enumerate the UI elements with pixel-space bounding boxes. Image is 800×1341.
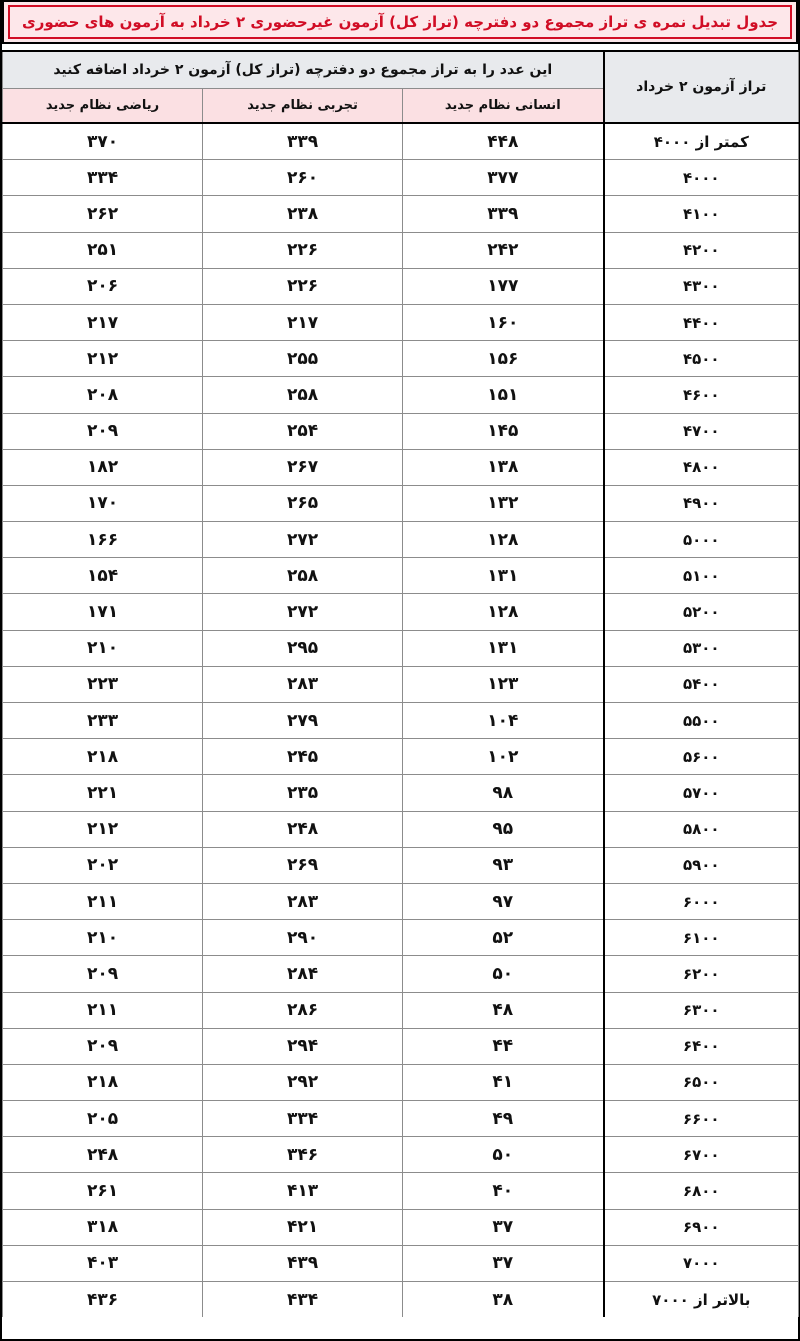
cell-exam-score: ۵۸۰۰ <box>604 811 799 847</box>
cell-exam-score: بالاتر از ۷۰۰۰ <box>604 1282 799 1318</box>
table-row <box>3 1101 799 1137</box>
cell-exam-score: ۶۶۰۰ <box>604 1101 799 1137</box>
header-exam-score: تراز آزمون ۲ خرداد <box>604 51 799 123</box>
cell-ensani: ۴۹ <box>403 1101 604 1137</box>
cell-tajrobi: ۲۶۵ <box>203 485 403 521</box>
cell-ensani: ۴۰ <box>403 1173 604 1209</box>
header-tajrobi: تجربی نظام جدید <box>203 89 403 124</box>
cell-exam-score: ۵۶۰۰ <box>604 739 799 775</box>
cell-exam-score: ۶۳۰۰ <box>604 992 799 1028</box>
cell-riazi: ۲۶۱ <box>3 1173 203 1209</box>
table-row <box>3 703 799 739</box>
cell-exam-score: ۵۷۰۰ <box>604 775 799 811</box>
cell-tajrobi: ۲۶۹ <box>203 847 403 883</box>
cell-riazi: ۲۰۶ <box>3 268 203 304</box>
cell-riazi: ۱۶۶ <box>3 522 203 558</box>
cell-tajrobi: ۲۸۶ <box>203 992 403 1028</box>
cell-tajrobi: ۴۱۳ <box>203 1173 403 1209</box>
cell-tajrobi: ۲۴۵ <box>203 739 403 775</box>
cell-tajrobi: ۲۷۲ <box>203 594 403 630</box>
table-row <box>3 739 799 775</box>
table-row <box>3 1282 799 1318</box>
cell-exam-score: کمتر از ۴۰۰۰ <box>604 123 799 160</box>
cell-ensani: ۱۴۵ <box>403 413 604 449</box>
cell-riazi: ۱۸۲ <box>3 449 203 485</box>
table-row <box>3 1064 799 1100</box>
cell-riazi: ۴۳۶ <box>3 1282 203 1318</box>
cell-tajrobi: ۴۳۴ <box>203 1282 403 1318</box>
table-row <box>3 341 799 377</box>
cell-exam-score: ۴۳۰۰ <box>604 268 799 304</box>
table-row <box>3 304 799 340</box>
table-row <box>3 160 799 196</box>
table-row <box>3 666 799 702</box>
table-row <box>3 485 799 521</box>
cell-ensani: ۱۲۳ <box>403 666 604 702</box>
cell-exam-score: ۶۲۰۰ <box>604 956 799 992</box>
cell-ensani: ۹۵ <box>403 811 604 847</box>
cell-exam-score: ۴۷۰۰ <box>604 413 799 449</box>
cell-ensani: ۱۳۱ <box>403 630 604 666</box>
cell-ensani: ۱۰۲ <box>403 739 604 775</box>
cell-tajrobi: ۲۵۵ <box>203 341 403 377</box>
cell-exam-score: ۵۲۰۰ <box>604 594 799 630</box>
cell-tajrobi: ۲۲۶ <box>203 232 403 268</box>
cell-ensani: ۱۳۸ <box>403 449 604 485</box>
cell-exam-score: ۵۱۰۰ <box>604 558 799 594</box>
cell-exam-score: ۵۵۰۰ <box>604 703 799 739</box>
cell-exam-score: ۶۵۰۰ <box>604 1064 799 1100</box>
table-row <box>3 1245 799 1281</box>
cell-riazi: ۲۱۸ <box>3 1064 203 1100</box>
cell-ensani: ۳۳۹ <box>403 196 604 232</box>
table-row <box>3 377 799 413</box>
cell-tajrobi: ۲۳۵ <box>203 775 403 811</box>
cell-tajrobi: ۲۴۸ <box>203 811 403 847</box>
table-row <box>3 775 799 811</box>
cell-riazi: ۳۷۰ <box>3 123 203 160</box>
cell-tajrobi: ۲۵۴ <box>203 413 403 449</box>
cell-exam-score: ۴۴۰۰ <box>604 304 799 340</box>
cell-tajrobi: ۲۹۲ <box>203 1064 403 1100</box>
cell-riazi: ۲۵۱ <box>3 232 203 268</box>
cell-exam-score: ۷۰۰۰ <box>604 1245 799 1281</box>
cell-ensani: ۴۴ <box>403 1028 604 1064</box>
cell-tajrobi: ۲۸۴ <box>203 956 403 992</box>
cell-tajrobi: ۲۹۴ <box>203 1028 403 1064</box>
cell-ensani: ۴۴۸ <box>403 123 604 160</box>
cell-exam-score: ۶۸۰۰ <box>604 1173 799 1209</box>
table-row <box>3 413 799 449</box>
cell-tajrobi: ۴۳۹ <box>203 1245 403 1281</box>
cell-ensani: ۹۳ <box>403 847 604 883</box>
cell-riazi: ۳۳۴ <box>3 160 203 196</box>
cell-riazi: ۲۰۹ <box>3 1028 203 1064</box>
table-row <box>3 196 799 232</box>
header-ensani: انسانی نظام جدید <box>403 89 604 124</box>
cell-riazi: ۲۰۹ <box>3 413 203 449</box>
table-body <box>3 123 799 1317</box>
cell-ensani: ۴۸ <box>403 992 604 1028</box>
table-row <box>3 1209 799 1245</box>
cell-exam-score: ۴۹۰۰ <box>604 485 799 521</box>
header-add-instruction: این عدد را به تراز مجموع دو دفترچه (تراز کل) آزمون ۲ خرداد اضافه کنید <box>3 51 604 89</box>
cell-riazi: ۲۰۲ <box>3 847 203 883</box>
cell-exam-score: ۴۶۰۰ <box>604 377 799 413</box>
cell-ensani: ۱۰۴ <box>403 703 604 739</box>
cell-ensani: ۲۴۲ <box>403 232 604 268</box>
cell-exam-score: ۶۱۰۰ <box>604 920 799 956</box>
cell-exam-score: ۵۹۰۰ <box>604 847 799 883</box>
cell-riazi: ۲۲۱ <box>3 775 203 811</box>
cell-tajrobi: ۲۷۲ <box>203 522 403 558</box>
cell-tajrobi: ۲۹۵ <box>203 630 403 666</box>
table-row <box>3 920 799 956</box>
cell-ensani: ۵۰ <box>403 1137 604 1173</box>
table-row <box>3 956 799 992</box>
cell-riazi: ۴۰۳ <box>3 1245 203 1281</box>
cell-exam-score: ۶۰۰۰ <box>604 883 799 919</box>
table-row <box>3 630 799 666</box>
table-row <box>3 232 799 268</box>
cell-riazi: ۲۱۲ <box>3 341 203 377</box>
cell-exam-score: ۴۱۰۰ <box>604 196 799 232</box>
cell-exam-score: ۴۵۰۰ <box>604 341 799 377</box>
cell-riazi: ۲۴۸ <box>3 1137 203 1173</box>
cell-tajrobi: ۲۲۶ <box>203 268 403 304</box>
cell-ensani: ۱۶۰ <box>403 304 604 340</box>
table-row <box>3 522 799 558</box>
page-title: جدول تبدیل نمره ی تراز مجموع دو دفترچه (تراز کل) آزمون غیرحضوری ۲ خرداد به آزمون های حضوری <box>8 5 792 39</box>
cell-tajrobi: ۳۴۶ <box>203 1137 403 1173</box>
table-row <box>3 594 799 630</box>
cell-ensani: ۱۳۱ <box>403 558 604 594</box>
cell-ensani: ۳۸ <box>403 1282 604 1318</box>
cell-exam-score: ۴۲۰۰ <box>604 232 799 268</box>
cell-riazi: ۲۰۹ <box>3 956 203 992</box>
cell-exam-score: ۵۰۰۰ <box>604 522 799 558</box>
conversion-table <box>2 50 799 1317</box>
cell-tajrobi: ۲۸۳ <box>203 666 403 702</box>
cell-tajrobi: ۳۳۹ <box>203 123 403 160</box>
cell-tajrobi: ۲۹۰ <box>203 920 403 956</box>
cell-riazi: ۱۷۱ <box>3 594 203 630</box>
cell-ensani: ۱۳۲ <box>403 485 604 521</box>
cell-ensani: ۱۵۶ <box>403 341 604 377</box>
cell-tajrobi: ۲۷۹ <box>203 703 403 739</box>
cell-tajrobi: ۴۲۱ <box>203 1209 403 1245</box>
cell-ensani: ۳۷ <box>403 1245 604 1281</box>
title-bar <box>2 0 798 44</box>
cell-riazi: ۲۱۰ <box>3 920 203 956</box>
cell-exam-score: ۶۴۰۰ <box>604 1028 799 1064</box>
table-row <box>3 811 799 847</box>
cell-exam-score: ۶۹۰۰ <box>604 1209 799 1245</box>
cell-ensani: ۹۷ <box>403 883 604 919</box>
table-row <box>3 1173 799 1209</box>
cell-riazi: ۲۱۰ <box>3 630 203 666</box>
cell-riazi: ۲۱۷ <box>3 304 203 340</box>
table-row <box>3 558 799 594</box>
cell-ensani: ۱۲۸ <box>403 594 604 630</box>
cell-ensani: ۱۷۷ <box>403 268 604 304</box>
cell-exam-score: ۴۰۰۰ <box>604 160 799 196</box>
cell-tajrobi: ۲۳۸ <box>203 196 403 232</box>
cell-riazi: ۲۰۵ <box>3 1101 203 1137</box>
cell-tajrobi: ۲۱۷ <box>203 304 403 340</box>
cell-ensani: ۳۷ <box>403 1209 604 1245</box>
cell-exam-score: ۴۸۰۰ <box>604 449 799 485</box>
cell-exam-score: ۶۷۰۰ <box>604 1137 799 1173</box>
table-row <box>3 123 799 160</box>
header-riazi: ریاضی نظام جدید <box>3 89 203 124</box>
cell-riazi: ۱۷۰ <box>3 485 203 521</box>
cell-tajrobi: ۲۵۸ <box>203 377 403 413</box>
cell-tajrobi: ۲۵۸ <box>203 558 403 594</box>
cell-ensani: ۵۲ <box>403 920 604 956</box>
cell-riazi: ۲۰۸ <box>3 377 203 413</box>
cell-tajrobi: ۲۶۷ <box>203 449 403 485</box>
cell-tajrobi: ۲۸۳ <box>203 883 403 919</box>
cell-riazi: ۳۱۸ <box>3 1209 203 1245</box>
cell-riazi: ۲۲۳ <box>3 666 203 702</box>
cell-exam-score: ۵۳۰۰ <box>604 630 799 666</box>
table-row <box>3 883 799 919</box>
cell-riazi: ۲۱۲ <box>3 811 203 847</box>
cell-tajrobi: ۲۶۰ <box>203 160 403 196</box>
cell-riazi: ۲۱۱ <box>3 992 203 1028</box>
cell-riazi: ۲۱۸ <box>3 739 203 775</box>
table-row <box>3 268 799 304</box>
cell-riazi: ۲۶۲ <box>3 196 203 232</box>
cell-ensani: ۱۵۱ <box>403 377 604 413</box>
cell-ensani: ۳۷۷ <box>403 160 604 196</box>
cell-exam-score: ۵۴۰۰ <box>604 666 799 702</box>
cell-ensani: ۱۲۸ <box>403 522 604 558</box>
cell-riazi: ۲۳۳ <box>3 703 203 739</box>
cell-ensani: ۹۸ <box>403 775 604 811</box>
cell-ensani: ۵۰ <box>403 956 604 992</box>
cell-riazi: ۱۵۴ <box>3 558 203 594</box>
cell-riazi: ۲۱۱ <box>3 883 203 919</box>
table-row <box>3 449 799 485</box>
table-row <box>3 1137 799 1173</box>
cell-tajrobi: ۳۳۴ <box>203 1101 403 1137</box>
cell-ensani: ۴۱ <box>403 1064 604 1100</box>
table-row <box>3 992 799 1028</box>
table-row <box>3 847 799 883</box>
table-row <box>3 1028 799 1064</box>
